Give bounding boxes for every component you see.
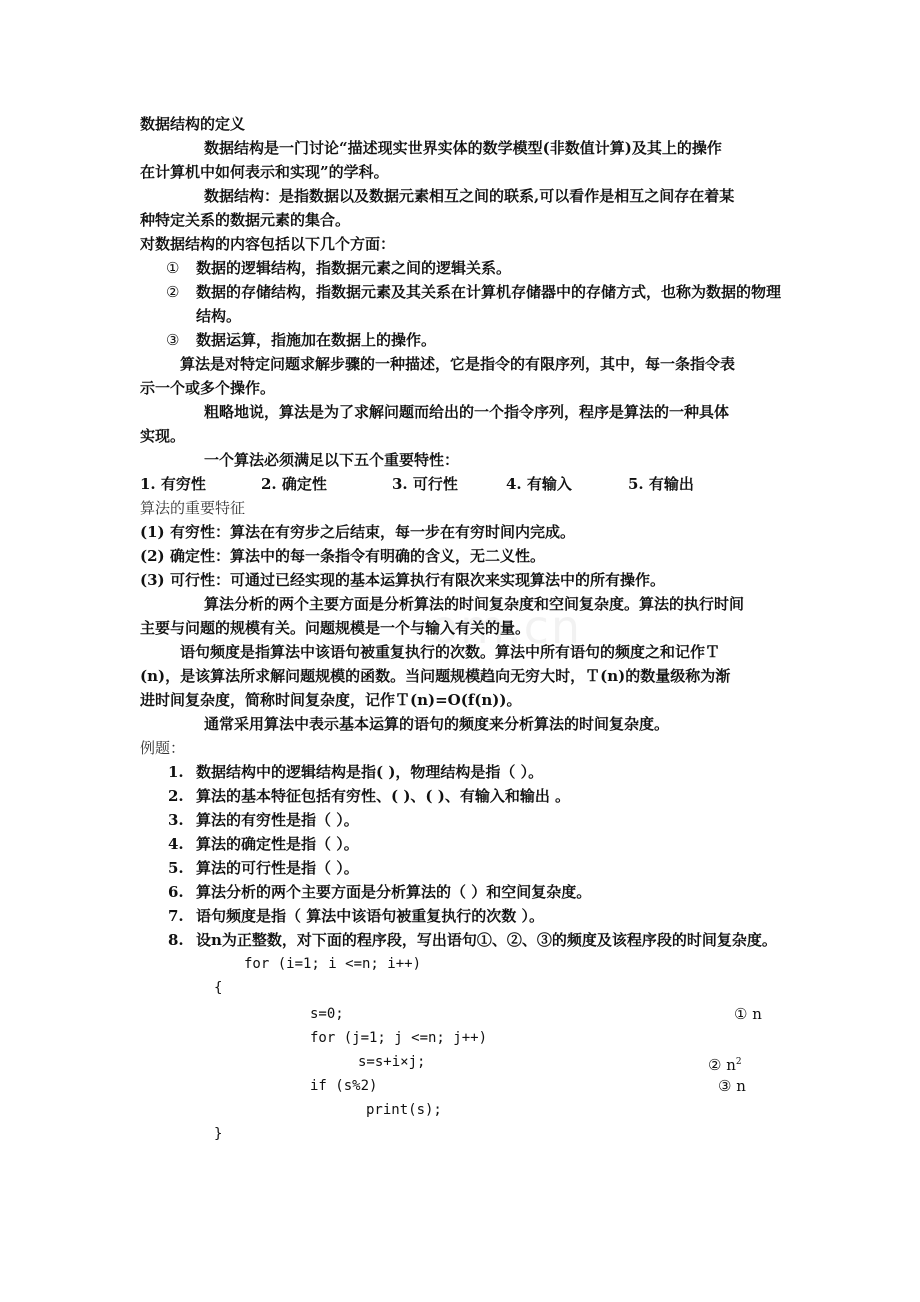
paragraph-4-cont: 示一个或多个操作。 bbox=[140, 379, 276, 397]
trait-item bbox=[140, 568, 782, 592]
aspect-text: 数据的存储结构，指数据元素及其关系在计算机存储器中的存储方式，也称为数据的物理结构。 bbox=[196, 283, 782, 325]
example-item bbox=[140, 904, 782, 928]
example-item bbox=[140, 784, 782, 808]
count-2-text: ② n bbox=[708, 1056, 736, 1074]
paragraph-1-cont: 在计算机中如何表示和实现”的学科。 bbox=[140, 163, 389, 181]
code-line-sum: s=s+i×j; bbox=[358, 1054, 426, 1070]
code-open-brace: { bbox=[214, 980, 223, 996]
paragraph-8-cont: (n)，是该算法所求解问题规模的函数。当问题规模趋向无穷大时，Ｔ(n)的数量级称为渐 bbox=[140, 667, 731, 685]
feature-item: 5. 有输出 bbox=[628, 475, 694, 493]
example-item bbox=[140, 808, 782, 832]
examples-title: 例题： bbox=[140, 739, 186, 757]
code-line-print: print(s); bbox=[366, 1102, 442, 1118]
trait-item bbox=[140, 544, 782, 568]
example-text: 算法的有穷性是指（ ）。 bbox=[196, 811, 359, 829]
watermark: om.cn bbox=[430, 600, 583, 654]
feature-item: 2. 确定性 bbox=[261, 475, 327, 493]
aspect-item bbox=[140, 256, 782, 280]
example-item bbox=[140, 880, 782, 904]
example-number: 5. bbox=[168, 859, 184, 877]
aspect-marker: ③ bbox=[166, 331, 180, 349]
paragraph-6: 一个算法必须满足以下五个重要特性： bbox=[204, 451, 460, 469]
example-item bbox=[140, 832, 782, 856]
feature-item: 3. 可行性 bbox=[392, 475, 458, 493]
paragraph-4: 算法是对特定问题求解步骤的一种描述，它是指令的有限序列，其中，每一条指令表 bbox=[180, 355, 736, 373]
section-title: 数据结构的定义 bbox=[140, 115, 246, 133]
trait-marker: (3) bbox=[140, 571, 165, 589]
example-number: 7. bbox=[168, 907, 184, 925]
document-page bbox=[140, 112, 782, 1142]
example-item bbox=[140, 928, 782, 952]
trait-item bbox=[140, 520, 782, 544]
example-number: 2. bbox=[168, 787, 184, 805]
count-3: ③ n bbox=[718, 1077, 746, 1095]
example-item bbox=[140, 856, 782, 880]
example-text: 算法的基本特征包括有穷性、( )、( )、有输入和输出 。 bbox=[196, 787, 571, 805]
trait-text: 可行性：可通过已经实现的基本运算执行有限次来实现算法中的所有操作。 bbox=[170, 571, 666, 589]
example-number: 4. bbox=[168, 835, 184, 853]
aspect-item bbox=[140, 280, 782, 328]
example-text: 算法分析的两个主要方面是分析算法的（ ）和空间复杂度。 bbox=[196, 883, 592, 901]
aspect-text: 数据运算，指施加在数据上的操作。 bbox=[196, 331, 437, 349]
example-text: 算法的确定性是指（ ）。 bbox=[196, 835, 359, 853]
paragraph-8-cont2: 进时间复杂度，简称时间复杂度，记作Ｔ(n)=O(f(n))。 bbox=[140, 691, 522, 709]
example-text: 算法的可行性是指（ ）。 bbox=[196, 859, 359, 877]
paragraph-2-cont: 种特定关系的数据元素的集合。 bbox=[140, 211, 351, 229]
example-text: 语句频度是指（ 算法中该语句被重复执行的次数 ）。 bbox=[196, 907, 544, 925]
trait-text: 确定性：算法中的每一条指令有明确的含义，无二义性。 bbox=[170, 547, 546, 565]
paragraph-7: 算法分析的两个主要方面是分析算法的时间复杂度和空间复杂度。算法的执行时间 bbox=[204, 595, 745, 613]
paragraph-7-cont: 主要与问题的规模有关。问题规模是一个与输入有关的量。 bbox=[140, 619, 531, 637]
paragraph-3: 对数据结构的内容包括以下几个方面： bbox=[140, 235, 396, 253]
aspect-text: 数据的逻辑结构，指数据元素之间的逻辑关系。 bbox=[196, 259, 512, 277]
paragraph-2: 数据结构：是指数据以及数据元素相互之间的联系,可以看作是相互之间存在着某 bbox=[204, 187, 735, 205]
code-close-brace: } bbox=[214, 1126, 223, 1142]
count-1: ① n bbox=[734, 1005, 762, 1023]
code-line-s-init: s=0; bbox=[310, 1006, 344, 1022]
example-text: 设n为正整数，对下面的程序段，写出语句①、②、③的频度及该程序段的时间复杂度。 bbox=[196, 931, 777, 949]
code-line-if: if (s%2) bbox=[310, 1078, 378, 1094]
count-2-exponent: 2 bbox=[735, 1057, 742, 1067]
trait-marker: (2) bbox=[140, 547, 165, 565]
paragraph-5: 粗略地说，算法是为了求解问题而给出的一个指令序列，程序是算法的一种具体 bbox=[204, 403, 730, 421]
code-line-for-i: for (i=1; i <=n; i++) bbox=[244, 956, 422, 972]
paragraph-5-cont: 实现。 bbox=[140, 427, 186, 445]
paragraph-8: 语句频度是指算法中该语句被重复执行的次数。算法中所有语句的频度之和记作Ｔ bbox=[180, 643, 721, 661]
aspect-item bbox=[140, 328, 782, 352]
subtitle: 算法的重要特征 bbox=[140, 499, 246, 517]
count-2 bbox=[708, 1050, 742, 1077]
example-number: 8. bbox=[168, 931, 184, 949]
trait-text: 有穷性：算法在有穷步之后结束，每一步在有穷时间内完成。 bbox=[170, 523, 576, 541]
code-block bbox=[140, 952, 782, 1142]
code-line-for-j: for (j=1; j <=n; j++) bbox=[310, 1030, 488, 1046]
example-item bbox=[140, 760, 782, 784]
aspect-marker: ① bbox=[166, 259, 180, 277]
feature-item: 1. 有穷性 bbox=[140, 475, 206, 493]
example-number: 6. bbox=[168, 883, 184, 901]
features-row bbox=[140, 472, 782, 496]
example-number: 1. bbox=[168, 763, 184, 781]
feature-item: 4. 有输入 bbox=[506, 475, 572, 493]
paragraph-1: 数据结构是一门讨论“描述现实世界实体的数学模型(非数值计算)及其上的操作 bbox=[204, 139, 722, 157]
aspect-marker: ② bbox=[166, 283, 180, 301]
example-text: 数据结构中的逻辑结构是指( )，物理结构是指（ ）。 bbox=[196, 763, 544, 781]
trait-marker: (1) bbox=[140, 523, 165, 541]
example-number: 3. bbox=[168, 811, 184, 829]
paragraph-9: 通常采用算法中表示基本运算的语句的频度来分析算法的时间复杂度。 bbox=[204, 715, 670, 733]
